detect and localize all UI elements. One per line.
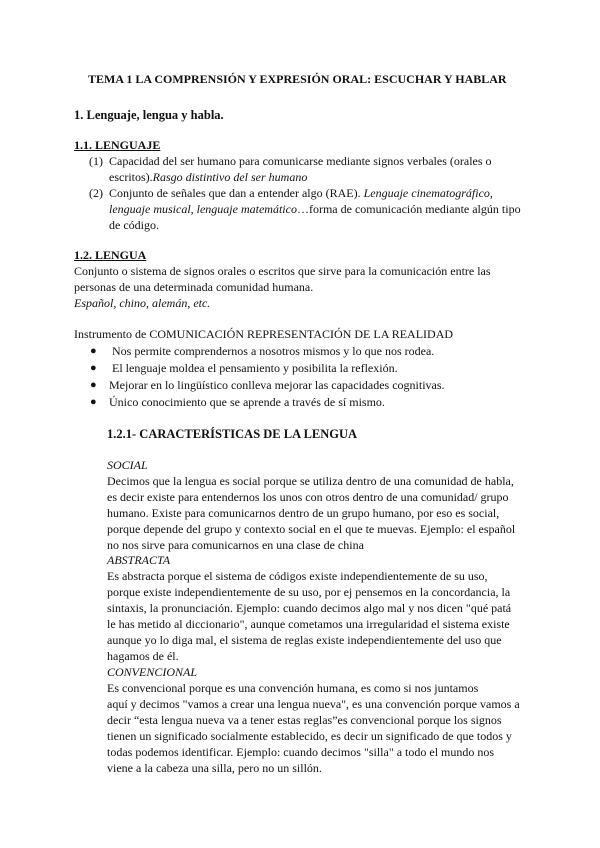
list-item: Mejorar en lo lingüístico conlleva mejorar las capacidades cognitivas. [109,378,445,392]
paragraph-line: porque depende del grupo y contexto social en el que te muevas. Ejemplo: el español [107,522,516,536]
paragraph-line: tienen un significado socialmente establecido, es decir un significado de que todos y [107,729,512,743]
list-number: (2) [89,186,103,200]
paragraph-line: Decimos que la lengua es social porque se utiliza dentro de una comunidad de habla, [107,474,514,488]
paragraph-line: humano. Existe para comunicarnos dentro de un grupo humano, por eso es social, [107,506,500,520]
italic-span: Rasgo distintivo del ser humano [152,170,308,184]
paragraph-line: Es convencional porque es una convención humana, es como si nos juntamos [107,681,479,695]
paragraph-line: Es abstracta porque el sistema de códigos existe independientemente de su uso, [107,569,488,583]
social-label: SOCIAL [107,458,148,472]
list-item: Nos permite comprendernos a nosotros mismos y lo que nos rodea. [112,344,435,358]
paragraph-line: Conjunto o sistema de signos orales o escritos que sirve para la comunicación entre las [74,264,491,278]
document-title: TEMA 1 LA COMPRENSIÓN Y EXPRESIÓN ORAL: ESCUCHAR Y HABLAR [88,72,507,86]
instrument-line: Instrumento de COMUNICACIÓN REPRESENTACIÓN DE LA REALIDAD [74,327,454,341]
italic-span: Lenguaje cinematográfico, [363,186,493,200]
paragraph-line: aunque yo lo diga mal, el sistema de reglas existe independientemente del uso que [107,633,502,647]
list-item: Único conocimiento que se aprende a través de sí mismo. [109,395,385,409]
list-item-text: de código. [109,218,159,232]
convencional-label: CONVENCIONAL [107,665,198,679]
list-number: (1) [89,154,103,168]
paragraph-line: porque existe independientemente de su uso, por ej pensemos en la concordancia, la [107,585,511,599]
bullet-icon: ● [90,362,97,374]
list-item: El lenguaje moldea el pensamiento y posibilita la reflexión. [112,361,398,375]
paragraph-line: aquí y decimos "vamos a crear una lengua nueva", es una convención porque vamos a [107,697,520,711]
paragraph-line: viene a la cabeza una silla, pero no un sillón. [107,761,322,775]
paragraph-line: Español, chino, alemán, etc. [74,296,211,310]
paragraph-line: todas podemos identificar. Ejemplo: cuando decimos "silla" a todo el mundo nos [107,745,495,759]
list-item-text [109,201,521,217]
text-span: Conjunto de señales que dan a entender algo (RAE). [109,186,364,200]
paragraph-line: es decir existe para entendernos los unos con otros dentro de una comunidad/ grupo [107,490,509,504]
bullet-icon: ● [90,379,97,391]
list-item-text: Capacidad del ser humano para comunicarse mediante signos verbales (orales o [109,154,492,168]
paragraph-line: decir “esta lengua nueva va a tener estas reglas”es convencional porque los signos [107,713,502,727]
paragraph-line: hagamos de él. [107,649,179,663]
bullet-icon: ● [90,396,97,408]
list-item-text [109,169,307,185]
bullet-icon: ● [90,345,97,357]
section-1-2-heading: 1.2. LENGUA [74,248,147,262]
section-1-1-heading: 1.1. LENGUAJE [74,138,161,152]
paragraph-line: personas de una determinada comunidad humana. [74,280,314,294]
section-1-2-1-heading: 1.2.1- CARACTERÍSTICAS DE LA LENGUA [107,427,358,441]
section-1-heading: 1. Lenguaje, lengua y habla. [74,108,224,122]
paragraph-line: no nos sirve para comunicarnos en una clase de china [107,538,364,552]
italic-span: lenguaje musical, lenguaje matemático [109,202,297,216]
text-span: escritos). [109,170,153,184]
abstracta-label: ABSTRACTA [107,553,171,567]
paragraph-line: sintaxis, la pronunciación. Ejemplo: cuando decimos algo mal y nos dicen "qué patá [107,601,512,615]
list-item-text [109,185,493,201]
text-span: …forma de comunicación mediante algún tipo [296,202,521,216]
paragraph-line: le has metido al diccionario", aunque cometamos una irregularidad el sistema existe [107,617,510,631]
